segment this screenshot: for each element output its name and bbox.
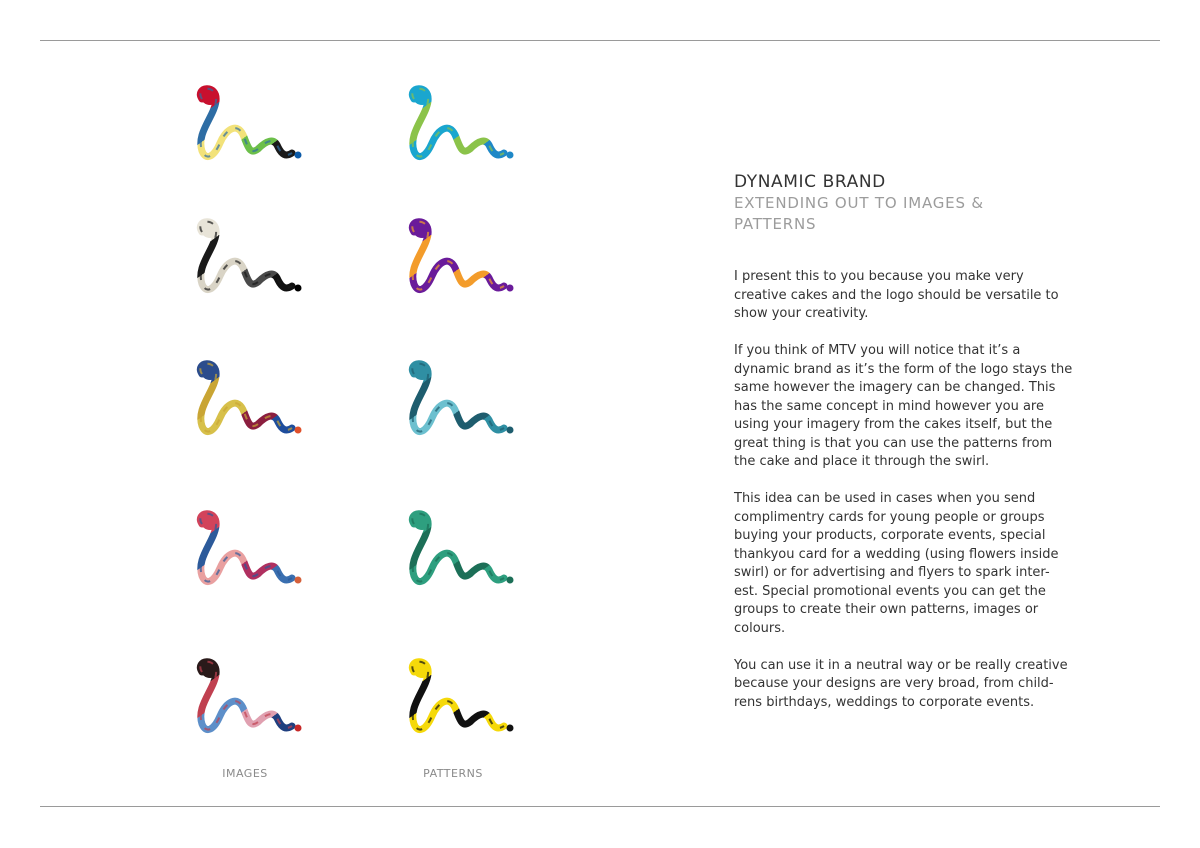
swirl-dot xyxy=(507,152,514,159)
images-column-label: IMAGES xyxy=(222,767,268,780)
swirl-dot xyxy=(507,577,514,584)
bottom-divider xyxy=(40,806,1160,807)
swirl-dot xyxy=(507,285,514,292)
body-text xyxy=(734,268,1074,712)
swirl-dot xyxy=(295,577,302,584)
swirl-dot xyxy=(295,152,302,159)
paragraph-3: This idea can be used in cases when you send complimentry cards for young people or groups buying your products, corporate events, special thankyou card for a wedding (using flowers inside swirl) or for advertising and flyers to spark inter- est. Special promotional events you can get the groups to create their own patterns, images or colours. xyxy=(734,491,1059,636)
swirl-dot xyxy=(295,427,302,434)
swirl-dot xyxy=(507,725,514,732)
image-swirl-logo-2 xyxy=(188,218,308,298)
pattern-swirl-logo-2 xyxy=(400,218,520,298)
description-block xyxy=(734,172,1074,731)
pattern-swirl-logo-5 xyxy=(400,658,520,738)
image-swirl-logo-4 xyxy=(188,510,308,590)
image-swirl-logo-1 xyxy=(188,85,308,165)
page-subtitle: EXTENDING OUT TO IMAGES & PATTERNS xyxy=(734,194,984,233)
patterns-column-label: PATTERNS xyxy=(423,767,483,780)
swirl-dot xyxy=(295,285,302,292)
pattern-swirl-logo-1 xyxy=(400,85,520,165)
image-swirl-logo-3 xyxy=(188,360,308,440)
page-title: DYNAMIC BRAND xyxy=(734,172,886,192)
paragraph-4: You can use it in a neutral way or be really creative because your designs are very broad, from child- rens birthdays, weddings to corporate events. xyxy=(734,657,1068,710)
pattern-swirl-logo-4 xyxy=(400,510,520,590)
image-swirl-logo-5 xyxy=(188,658,308,738)
swirl-dot xyxy=(507,427,514,434)
paragraph-1: I present this to you because you make very creative cakes and the logo should be versatile to show your creativity. xyxy=(734,269,1059,321)
top-divider xyxy=(40,40,1160,41)
pattern-swirl-logo-3 xyxy=(400,360,520,440)
swirl-dot xyxy=(295,725,302,732)
paragraph-2: If you think of MTV you will notice that it’s a dynamic brand as it’s the form of the logo stays the same however the imagery can be changed. This has the same concept in mind however you are using your imagery from the cakes itself, but the great thing is that you can use the patterns from the cake and place it through the swirl. xyxy=(734,343,1073,469)
